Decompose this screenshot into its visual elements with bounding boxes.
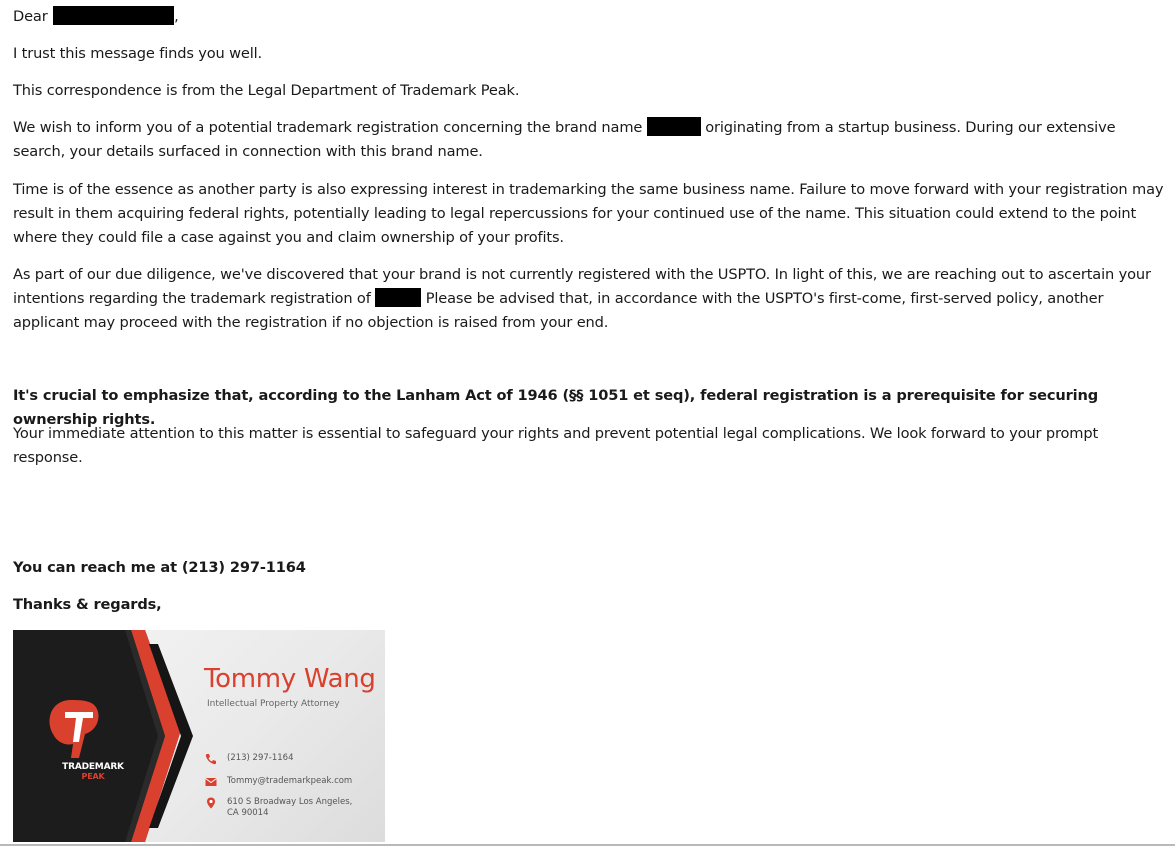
logo-word-trademark: TRADEMARK bbox=[62, 762, 124, 772]
due-diligence-text-a: As part of our due diligence, we've discovered that your brand is not currently registered with the USPTO. In light of this, we are reaching out to ascertain your intentions regarding the trademark registration of bbox=[13, 266, 1151, 308]
paragraph-brand-notice bbox=[13, 116, 1169, 164]
mail-icon bbox=[205, 776, 217, 788]
card-address-line1: 610 S Broadway Los Angeles, bbox=[227, 797, 353, 807]
phone-icon bbox=[205, 753, 217, 765]
paragraph-urgency: Time is of the essence as another party is also expressing interest in trademarking the same business name. Failure to move forward with your registration may result in them acquiring federal rights, potentially leading to legal repercussions for your continued use of the name. This situation could extend to the point where they could file a case against you and claim ownership of your profits. bbox=[13, 181, 1164, 247]
greeting-suffix: , bbox=[174, 8, 179, 25]
business-card bbox=[13, 630, 385, 842]
redacted-recipient-name bbox=[53, 6, 174, 25]
card-name: Tommy Wang bbox=[204, 664, 376, 694]
paragraph-sender: This correspondence is from the Legal Department of Trademark Peak. bbox=[13, 82, 520, 99]
contact-line: You can reach me at (213) 297-1164 bbox=[13, 559, 306, 576]
card-job-title: Intellectual Property Attorney bbox=[207, 699, 340, 709]
card-address bbox=[227, 797, 352, 819]
paragraph-opening: I trust this message finds you well. bbox=[13, 45, 263, 62]
brand-notice-text-b: originating from a startup business. During our extensive search, your details surfaced in connection with this brand name. bbox=[13, 119, 1116, 161]
card-email: Tommy@trademarkpeak.com bbox=[227, 776, 353, 786]
logo-wordmark bbox=[53, 762, 133, 782]
due-diligence-text-b: Please be advised that, in accordance with the USPTO's first-come, first-served policy, another applicant may proceed with the registration if no objection is raised from your end. bbox=[13, 290, 1104, 332]
paragraph-lanham-act: It's crucial to emphasize that, according to the Lanham Act of 1946 (§§ 1051 et seq), federal registration is a prerequisite for securing ownership rights. bbox=[13, 387, 1099, 429]
card-address-line2: CA 90014 bbox=[227, 808, 269, 818]
card-phone: (213) 297-1164 bbox=[227, 753, 294, 763]
paragraph-due-diligence bbox=[13, 263, 1169, 336]
greeting-prefix: Dear bbox=[13, 8, 48, 25]
greeting bbox=[13, 5, 1169, 29]
paragraph-closing: Your immediate attention to this matter is essential to safeguard your rights and prevent potential legal complications. We look forward to your prompt response. bbox=[13, 425, 1099, 467]
location-pin-icon bbox=[205, 797, 217, 809]
brand-notice-text-a: We wish to inform you of a potential trademark registration concerning the brand name bbox=[13, 119, 643, 136]
signoff: Thanks & regards, bbox=[13, 596, 162, 613]
logo-word-peak: PEAK bbox=[81, 772, 105, 781]
redacted-brand-name-2 bbox=[375, 288, 421, 307]
redacted-brand-name bbox=[647, 117, 701, 136]
